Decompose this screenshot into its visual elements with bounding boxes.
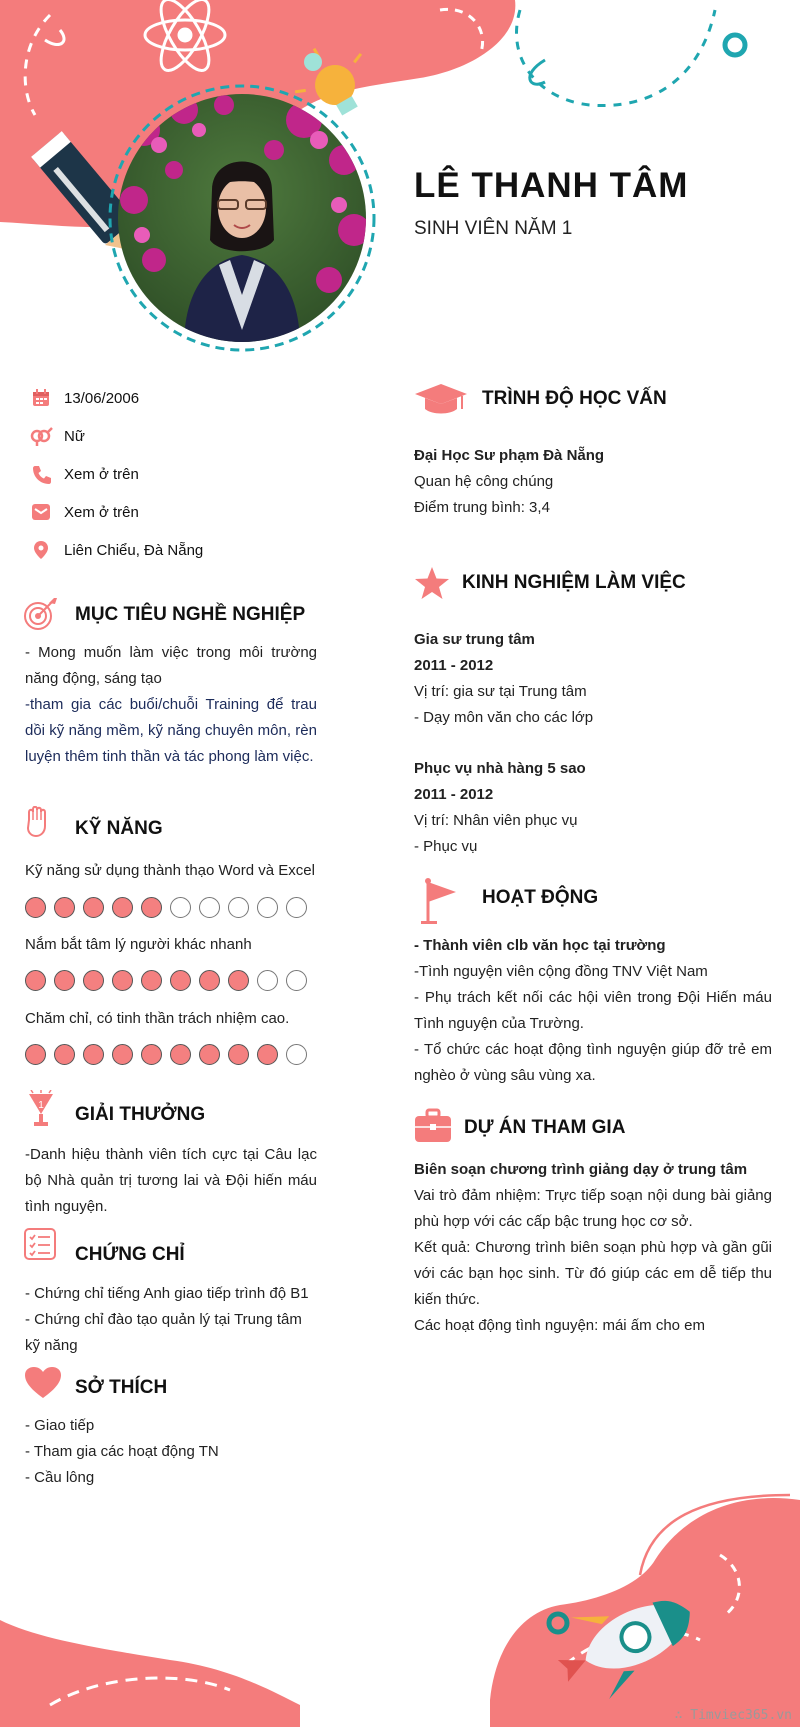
email-icon xyxy=(28,500,54,524)
education-title: TRÌNH ĐỘ HỌC VẤN xyxy=(482,388,667,409)
trophy-icon xyxy=(25,1090,57,1130)
star-icon xyxy=(414,566,450,600)
rating-dot-filled xyxy=(228,970,249,991)
rating-dot-empty xyxy=(286,897,307,918)
hobby-item: - Giao tiếp xyxy=(25,1417,95,1434)
rating-dot-filled xyxy=(83,897,104,918)
job-period: 2011 - 2012 xyxy=(414,657,494,674)
rating-dot-filled xyxy=(170,970,191,991)
rating-dot-filled xyxy=(83,970,104,991)
calendar-icon xyxy=(28,386,54,410)
activities-details xyxy=(414,933,772,1089)
rating-dot-filled xyxy=(112,1044,133,1065)
skill-label-3: Chăm chỉ, có tinh thần trách nhiệm cao. xyxy=(25,1010,290,1027)
project-name: Biên soạn chương trình giảng dạy ở trung tâm xyxy=(414,1161,748,1178)
location-pin-icon xyxy=(28,538,54,562)
contact-address xyxy=(28,535,203,565)
objective-text xyxy=(25,640,317,770)
rating-dot-filled xyxy=(83,1044,104,1065)
rating-dot-filled xyxy=(257,1044,278,1065)
heart-icon xyxy=(24,1366,62,1400)
hobbies-title: SỞ THÍCH xyxy=(75,1377,168,1398)
job-description: - Phục vụ xyxy=(414,838,478,855)
rating-dot-empty xyxy=(170,897,191,918)
objective-title: MỤC TIÊU NGHỀ NGHIỆP xyxy=(75,604,306,625)
rating-dot-filled xyxy=(170,1044,191,1065)
skill-rating-2 xyxy=(25,970,307,991)
activity-heading: - Thành viên clb văn học tại trường xyxy=(414,937,666,954)
rating-dot-filled xyxy=(199,970,220,991)
skill-label-1: Kỹ năng sử dụng thành thạo Word và Excel xyxy=(25,862,315,879)
skill-rating-1 xyxy=(25,897,307,918)
skills-title: KỸ NĂNG xyxy=(75,818,163,839)
projects-title: DỰ ÁN THAM GIA xyxy=(464,1117,626,1138)
certificates-title: CHỨNG CHỈ xyxy=(75,1244,185,1265)
rating-dot-empty xyxy=(257,970,278,991)
job-position: Vị trí: gia sư tại Trung tâm xyxy=(414,683,587,700)
certificate-item-2: - Chứng chỉ đào tạo quản lý tại Trung tâm kỹ năng xyxy=(25,1311,302,1354)
rating-dot-filled xyxy=(54,897,75,918)
checklist-icon xyxy=(24,1228,56,1260)
rating-dot-empty xyxy=(257,897,278,918)
job-company: Gia sư trung tâm xyxy=(414,631,535,648)
skill-label-2: Nắm bắt tâm lý người khác nhanh xyxy=(25,936,252,953)
skill-rating-3 xyxy=(25,1044,307,1065)
project-volunteer: Các hoạt động tình nguyện: mái ấm cho em xyxy=(414,1317,706,1334)
education-major: Quan hệ công chúng xyxy=(414,473,554,490)
rating-dot-filled xyxy=(141,1044,162,1065)
gender-icon xyxy=(28,424,54,448)
watermark: ∴ Timviec365.vn xyxy=(674,1708,792,1723)
activities-title: HOẠT ĐỘNG xyxy=(482,887,599,908)
awards-title: GIẢI THƯỞNG xyxy=(75,1104,206,1125)
certificates-text xyxy=(25,1281,317,1359)
awards-text: -Danh hiệu thành viên tích cực tại Câu lạc bộ Nhà quản trị tương lai và Đội hiến máu tình nguyện. xyxy=(25,1146,317,1215)
objective-line-1: - Mong muốn làm việc trong môi trường năng động, sáng tạo xyxy=(25,644,317,687)
experience-title: KINH NGHIỆM LÀM VIỆC xyxy=(462,572,686,593)
phone-icon xyxy=(28,462,54,486)
rating-dot-filled xyxy=(25,970,46,991)
birthday-text: 13/06/2006 xyxy=(64,389,140,407)
raised-fist-icon xyxy=(24,806,50,838)
hobby-item: - Tham gia các hoạt động TN xyxy=(25,1443,219,1460)
contact-birthday xyxy=(28,383,139,413)
rating-dot-empty xyxy=(286,1044,307,1065)
job-position: Vị trí: Nhân viên phục vụ xyxy=(414,812,578,829)
project-role: Vai trò đảm nhiệm: Trực tiếp soạn nội dung bài giảng phù hợp với các cấp bậc trung học cơ sở. xyxy=(414,1187,772,1230)
experience-job-1 xyxy=(414,627,784,731)
contact-email xyxy=(28,497,139,527)
address-text: Liên Chiểu, Đà Nẵng xyxy=(64,541,204,559)
job-company: Phục vụ nhà hàng 5 sao xyxy=(414,760,586,777)
briefcase-icon xyxy=(414,1108,452,1144)
job-description: - Dạy môn văn cho các lớp xyxy=(414,709,594,726)
flag-icon xyxy=(420,878,460,926)
rating-dot-filled xyxy=(25,897,46,918)
activity-item: -Tình nguyện viên cộng đồng TNV Việt Nam xyxy=(414,963,708,980)
rating-dot-filled xyxy=(199,1044,220,1065)
rating-dot-filled xyxy=(112,970,133,991)
rating-dot-filled xyxy=(141,897,162,918)
rating-dot-filled xyxy=(25,1044,46,1065)
candidate-name: LÊ THANH TÂM xyxy=(414,166,689,205)
certificate-item-1: - Chứng chỉ tiếng Anh giao tiếp trình độ B1 xyxy=(25,1285,309,1302)
rating-dot-empty xyxy=(228,897,249,918)
gender-text: Nữ xyxy=(64,427,85,445)
graduation-cap-icon xyxy=(414,382,468,416)
phone-text[interactable]: Xem ở trên xyxy=(64,465,139,483)
job-period: 2011 - 2012 xyxy=(414,786,494,803)
rating-dot-filled xyxy=(112,897,133,918)
experience-job-2 xyxy=(414,756,784,860)
rating-dot-filled xyxy=(54,970,75,991)
hobbies-list xyxy=(25,1413,317,1491)
candidate-role: SINH VIÊN NĂM 1 xyxy=(414,218,573,239)
profile-photo xyxy=(114,90,370,346)
hobby-item: - Cầu lông xyxy=(25,1469,95,1486)
target-icon xyxy=(22,596,58,632)
projects-details xyxy=(414,1157,772,1339)
objective-line-2: -tham gia các buổi/chuỗi Training để trau dồi kỹ năng mềm, kỹ năng chuyên môn, rèn luyện thêm tinh thần và tác phong làm việc. xyxy=(25,696,317,765)
contact-phone xyxy=(28,459,139,489)
contact-gender xyxy=(28,421,85,451)
rating-dot-empty xyxy=(286,970,307,991)
education-school: Đại Học Sư phạm Đà Nẵng xyxy=(414,447,605,464)
rating-dot-filled xyxy=(228,1044,249,1065)
activity-item: - Phụ trách kết nối các hội viên trong Đội Hiến máu Tình nguyện của Trường. xyxy=(414,989,772,1032)
rating-dot-filled xyxy=(54,1044,75,1065)
education-details xyxy=(414,443,784,521)
education-gpa: Điểm trung bình: 3,4 xyxy=(414,499,550,516)
project-result: Kết quả: Chương trình biên soạn phù hợp và gần gũi với các bạn học sinh. Từ đó giúp các em dễ tiếp thu kiến thức. xyxy=(414,1239,772,1308)
activity-item: - Tổ chức các hoạt động tình nguyện giúp đỡ trẻ em nghèo ở vùng sâu vùng xa. xyxy=(414,1041,772,1084)
rating-dot-empty xyxy=(199,897,220,918)
email-text[interactable]: Xem ở trên xyxy=(64,503,139,521)
svg-text:1: 1 xyxy=(38,1100,44,1111)
rating-dot-filled xyxy=(141,970,162,991)
